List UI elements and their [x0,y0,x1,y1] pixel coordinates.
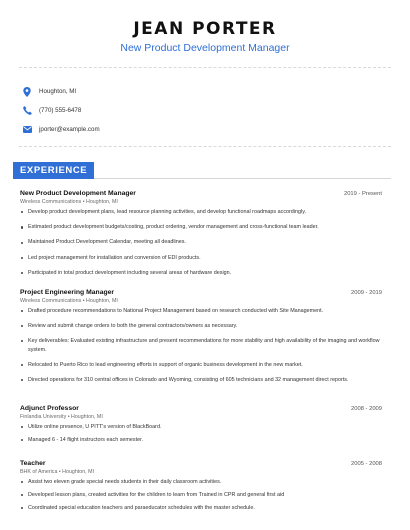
phone-icon [22,106,32,116]
candidate-title: New Product Development Manager [120,42,290,54]
email-text[interactable]: jporter@example.com [39,126,100,133]
job-dates: 2009 - 2019 [351,290,382,296]
job-dates: 2008 - 2009 [351,406,382,412]
phone-text: (770) 555-6478 [39,107,82,114]
contact-list [22,82,100,139]
contact-divider [19,146,391,147]
job-company: Wireless Communications • Houghton, MI [20,298,118,304]
job-company: BHK of America • Houghton, MI [20,469,94,475]
job-bullet: Estimated product development budgets/costing, product ordering, vendor management and cross-functional team leader. [20,223,382,232]
envelope-icon [22,125,32,135]
job-bullet: Relocated to Puerto Rico to lead engineering efforts in support of organic business development in the new market. [20,361,382,370]
job-title: Teacher [20,460,46,467]
job-bullet: Maintained Product Development Calendar, meeting all deadlines. [20,238,382,247]
job-bullet: Coordinated special education teachers and paraeducator schedules with the master schedule. [20,504,382,513]
contact-phone [22,101,100,120]
job-bullet: Directed operations for 310 central offices in Colorado and Wyoming, consisting of 605 technicians and 32 management direct reports. [20,376,382,385]
job-company: Finlandia University • Houghton, MI [20,414,103,420]
location-text: Houghton, MI [39,88,77,95]
candidate-name: JEAN PORTER [133,19,277,39]
job-bullet: Led project management for installation and conversion of EDI products. [20,254,382,263]
job-bullet: Managed 6 - 14 flight instructors each semester. [20,436,382,445]
section-heading-experience: EXPERIENCE [13,162,94,179]
job-company: Wireless Communications • Houghton, MI [20,199,118,205]
job-entry [20,460,382,513]
job-bullet: Assist two eleven grade special needs students in their daily classroom activities. [20,478,382,487]
job-dates: 2019 - Present [343,191,382,197]
job-entry [20,289,382,384]
job-entry [20,405,382,445]
header-divider [19,67,391,68]
job-bullet: Utilize online presence, U PITT's version of BlackBoard. [20,423,382,432]
job-title: New Product Development Manager [20,190,136,197]
map-pin-icon [22,87,32,97]
section-heading-rule [94,178,391,179]
job-bullets [20,423,382,445]
job-title: Adjunct Professor [20,405,79,412]
job-bullets [20,307,382,384]
resume-header [0,0,410,55]
job-bullet: Develop product development plans, lead resource planning activities, and develop functional roadmaps accordingly. [20,208,382,217]
job-bullets [20,208,382,277]
job-bullet: Participated in total product development including several areas of hardware design. [20,269,382,278]
job-bullet: Key deliverables: Evaluated existing infrastructure and present recommendations for more stability and high availability of the imaging and workflow system. [20,337,382,354]
job-bullet: Developed lesson plans, created activities for the children to learn from Trained in CPR and general first aid [20,491,382,500]
contact-location [22,82,100,101]
job-title: Project Engineering Manager [20,289,115,296]
job-bullet: Drafted procedure recommendations to National Project Management based on research conducted with Site Management. [20,307,382,316]
job-bullet: Review and submit change orders to both the general contractors/owners as necessary. [20,322,382,331]
job-dates: 2005 - 2008 [351,461,382,467]
job-entry [20,190,382,277]
job-bullets [20,478,382,513]
contact-email [22,120,100,139]
